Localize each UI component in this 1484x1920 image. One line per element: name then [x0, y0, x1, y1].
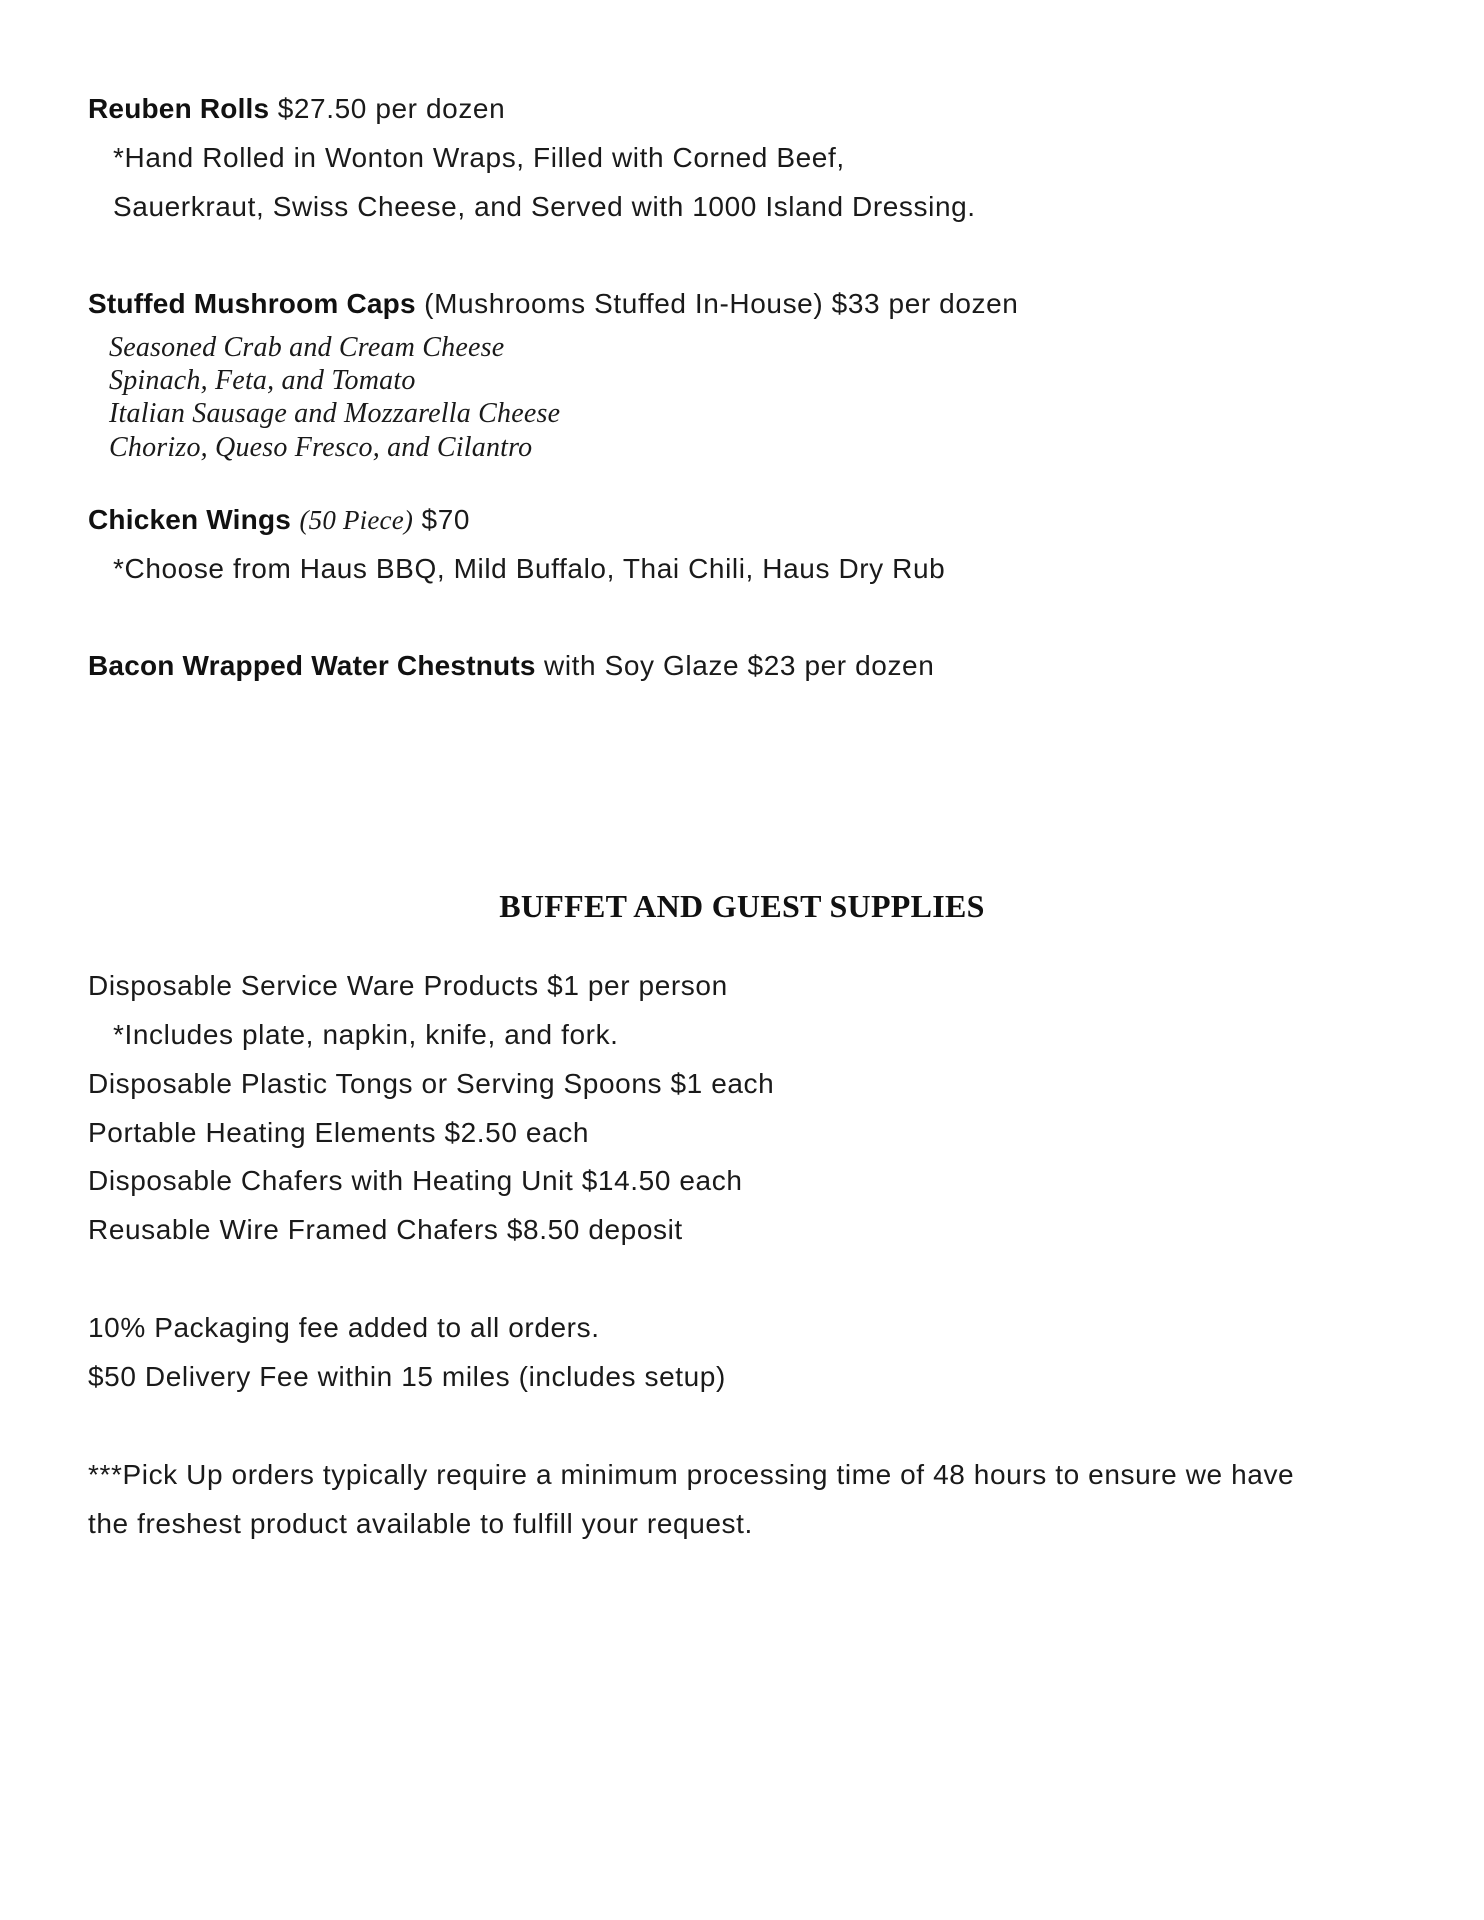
mushroom-flavor: Spinach, Feta, and Tomato [109, 365, 416, 396]
mushroom-caps-name: Stuffed Mushroom Caps [88, 288, 416, 319]
pickup-notice-line-2: the freshest product available to fulfill your request. [88, 1508, 753, 1539]
chestnuts-title-line [88, 649, 934, 683]
mushroom-flavor: Seasoned Crab and Cream Cheese [109, 332, 505, 363]
supply-item: Portable Heating Elements $2.50 each [88, 1117, 590, 1148]
chestnuts-details: with Soy Glaze $23 per dozen [544, 650, 935, 681]
pickup-notice-line-1: ***Pick Up orders typically require a minimum processing time of 48 hours to ensure we have [88, 1459, 1295, 1490]
reuben-rolls-name: Reuben Rolls [88, 93, 270, 124]
supply-item: Disposable Plastic Tongs or Serving Spoons $1 each [88, 1068, 775, 1099]
chicken-wings-price: $70 [421, 504, 471, 535]
supplies-heading: BUFFET AND GUEST SUPPLIES [499, 888, 985, 924]
chicken-wings-title-line [88, 503, 470, 537]
mushroom-flavor: Italian Sausage and Mozzarella Cheese [109, 398, 561, 429]
supply-item: Reusable Wire Framed Chafers $8.50 deposit [88, 1214, 683, 1245]
chicken-wings-name: Chicken Wings [88, 504, 292, 535]
chicken-wings-portion: (50 Piece) [299, 505, 414, 535]
reuben-rolls-desc-2: Sauerkraut, Swiss Cheese, and Served with 1000 Island Dressing. [113, 191, 976, 222]
mushroom-flavor: Chorizo, Queso Fresco, and Cilantro [109, 432, 533, 463]
packaging-fee: 10% Packaging fee added to all orders. [88, 1312, 600, 1343]
supply-item-note: *Includes plate, napkin, knife, and fork. [113, 1019, 619, 1050]
reuben-rolls-price: $27.50 per dozen [277, 93, 506, 124]
chicken-wings-desc: *Choose from Haus BBQ, Mild Buffalo, Thai Chili, Haus Dry Rub [113, 553, 946, 584]
reuben-rolls-title-line [88, 92, 505, 126]
reuben-rolls-desc-1: *Hand Rolled in Wonton Wraps, Filled with Corned Beef, [113, 142, 845, 173]
supply-item: Disposable Chafers with Heating Unit $14.50 each [88, 1165, 743, 1196]
mushroom-caps-details: (Mushrooms Stuffed In-House) $33 per dozen [424, 288, 1019, 319]
mushroom-caps-title-line [88, 287, 1018, 321]
chestnuts-name: Bacon Wrapped Water Chestnuts [88, 650, 536, 681]
supply-item: Disposable Service Ware Products $1 per person [88, 970, 728, 1001]
delivery-fee: $50 Delivery Fee within 15 miles (includes setup) [88, 1361, 726, 1392]
